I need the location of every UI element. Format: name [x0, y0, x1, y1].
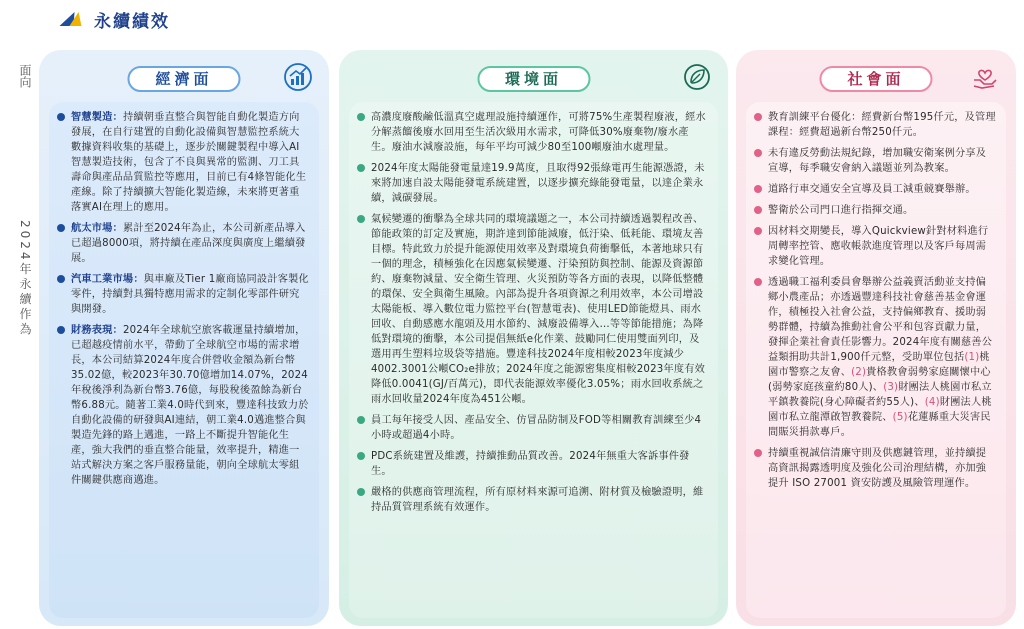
list-item: 財務表現：2024年全球航空旅客載運量持續增加，已超越疫情前水平，帶動了全球航空市場的需求增長，本公司結算2024年度合併營收金額為新台幣35.02億，較2023年30.70億增加14.07%，2024年稅後淨利為新台幣3.76億，每股稅後盈餘為新台幣6.88元。隨著工業4.0時代到來，豐達科技致力於自動化設備的研發與AI連結，朝工業4.0邁進整合與製造先鋒的路上邁進，一路上不斷提升智能化生產，強大我們的垂直整合能量，效率提升，精進一站式解決方案之客戶服務量能，朝向全球航太零組件關鍵供應商邁進。 — [57, 323, 309, 488]
brand-logo-icon — [62, 10, 84, 28]
list-item: 航太市場：累計至2024年為止，本公司新產品導入已超過8000項，將持續在產品深度與廣度上繼續發展。 — [57, 221, 309, 266]
list-item: 嚴格的供應商管理流程，所有原材料來源可追溯、附材質及檢驗證明，維持品質管理系統有效運作。 — [357, 485, 708, 515]
environment-header — [339, 66, 728, 94]
economic-content — [49, 102, 319, 618]
hands-heart-icon — [970, 62, 1000, 92]
list-item: 員工每年接受人因、產品安全、仿冒品防制及FOD等相關教育訓練至少4小時或超過4小時。 — [357, 413, 708, 443]
bullet-icon — [754, 278, 762, 286]
list-item: PDC系統建置及維護，持續推動品質改善。2024年無重大客訴事件發生。 — [357, 449, 708, 479]
bullet-icon — [754, 206, 762, 214]
economic-header — [39, 66, 329, 94]
economic-panel — [39, 50, 329, 626]
bullet-icon — [57, 224, 65, 232]
page-header — [62, 6, 170, 32]
list-item: 教育訓練平台優化：經費新台幣195仟元，及管理課程：經費超過新台幣250仟元。 — [754, 110, 996, 140]
social-content — [746, 102, 1006, 618]
list-item: 透過職工福利委員會舉辦公益義賣活動並支持偏鄉小農產品；亦透過豐達科技社會慈善基金會運作，積極投入社會公益，支持偏鄉教育、援助弱勢群體，持續為推動社會公平和包容貢獻力量，發揮企業社會責任影響力。2024年度有關慈善公益類捐助共計1,900仟元整，受助單位包括(1)桃園市警察之友會、(2)貴格教會弱勢家庭關懷中心(弱勢家庭孩童約80人)、(3)財團法人桃園市私立平鎮教養院(身心障礙者約55人)、(4)財團法人桃園市私立龍潭啟智教養院、(5)花蓮縣重大災害民間賑災捐款專戶。 — [754, 275, 996, 440]
list-item: 未有違反勞動法規紀錄，增加職安衛案例分享及宣導，每季職安會納入議題並列為教案。 — [754, 146, 996, 176]
list-item: 2024年度太陽能發電量達19.9萬度，且取得92張綠電再生能源憑證，未來將加速自設太陽能發電系統建置，以逐步擴充綠能發電量，以達企業永續，減碳發展。 — [357, 161, 708, 206]
bullet-icon — [57, 113, 65, 121]
money-chart-icon — [283, 62, 313, 92]
bullet-icon — [57, 275, 65, 283]
bullet-icon — [357, 164, 365, 172]
bullet-icon — [357, 416, 365, 424]
environment-content — [349, 102, 718, 618]
bullet-icon — [357, 113, 365, 121]
bullet-icon — [754, 113, 762, 121]
list-item: 智慧製造：持續朝垂直整合與智能自動化製造方向發展，在自行建置的自動化設備與智慧監控系統大數據資料收集的基礎上，逐步於關鍵製程中導入AI智慧製造技術，包含了不良與異常的監測、刀工具壽命與產品品質監控等應用，目前已有4條智能化生產線。除了持續擴大智能化製造線，未來將更著重落實AI在理上的應用。 — [57, 110, 309, 215]
list-item: 因材料交期變長，導入Quickview針對材料進行周轉率控管、應收帳款進度管理以及客戶每周需求變化管理。 — [754, 224, 996, 269]
social-header — [736, 66, 1016, 94]
list-item: 警衛於公司門口進行指揮交通。 — [754, 203, 996, 218]
list-item: 持續重視誠信清廉守則及供應鏈管理，並持續提高資訊揭露透明度及強化公司治理結構，亦加強提升 ISO 27001 資安防護及風險管理運作。 — [754, 446, 996, 491]
leaf-globe-icon — [682, 62, 712, 92]
social-heading: 社會面 — [819, 66, 932, 92]
economic-heading: 經濟面 — [127, 66, 240, 92]
environment-panel — [339, 50, 728, 626]
side-label — [14, 64, 36, 342]
bullet-icon — [357, 488, 365, 496]
bullet-icon — [754, 227, 762, 235]
list-item: 高濃度廢酸鹼低溫真空處理設施持續運作，可將75%生產製程廢液，經水分解蒸餾後廢水回用至生活次級用水需求，可降低30%廢棄物/廢水產生。廢油水減廢設施，每年平均可減少80至100噸廢油水處理量。 — [357, 110, 708, 155]
bullet-icon — [754, 185, 762, 193]
bullet-icon — [57, 326, 65, 334]
side-label-year: 2024年永續作為 — [18, 220, 32, 338]
bullet-icon — [754, 449, 762, 457]
list-item: 氣候變遷的衝擊為全球共同的環境議題之一，本公司持續透過製程改善、節能政策的訂定及實施，期許達到節能減廢，低汙染、低耗能、環境友善目標。特此致力於提升能源使用效率及對環境負荷衝擊低，本著地球只有一個的理念，積極強化在因應氣候變遷、汙染預防與控制、能源及資源節約、廢棄物減量、安全衛生管理、火災預防等各方面的表現，以降低整體的環保、安全與衛生風險。內部為提升各項資源之利用效率，本公司增設太陽能板、導入數位電力監控平台(智慧電表)、使用LED節能燈具、雨水回收、自動感應水龍頭及用水節約、減廢設備導入…等等節能措施；為降低對環境的衝擊，本公司提倡無紙e化作業、鼓勵同仁使用雙面列印，及選用再生塑料垃圾袋等措施。豐達科技2024年度相較2023年度減少4002.3001公噸CO₂e排放；2024年度之能源密集度相較2023年度有效降低0.0041(GJ/百萬元)，即代表能源效率優化3.05%；雨水回收系統之雨水回收量2024年度為451公噸。 — [357, 212, 708, 407]
bullet-icon — [754, 149, 762, 157]
page-title: 永續績效 — [94, 11, 170, 32]
list-item: 道路行車交通安全宣導及員工減重競賽舉辦。 — [754, 182, 996, 197]
social-panel — [736, 50, 1016, 626]
environment-heading: 環境面 — [477, 66, 590, 92]
bullet-icon — [357, 215, 365, 223]
side-label-aspect: 面向 — [18, 64, 32, 88]
bullet-icon — [357, 452, 365, 460]
list-item: 汽車工業市場：與車廠及Tier 1廠商協同設計客製化零件，持續對具獨特應用需求的定制化零部件研究與開發。 — [57, 272, 309, 317]
